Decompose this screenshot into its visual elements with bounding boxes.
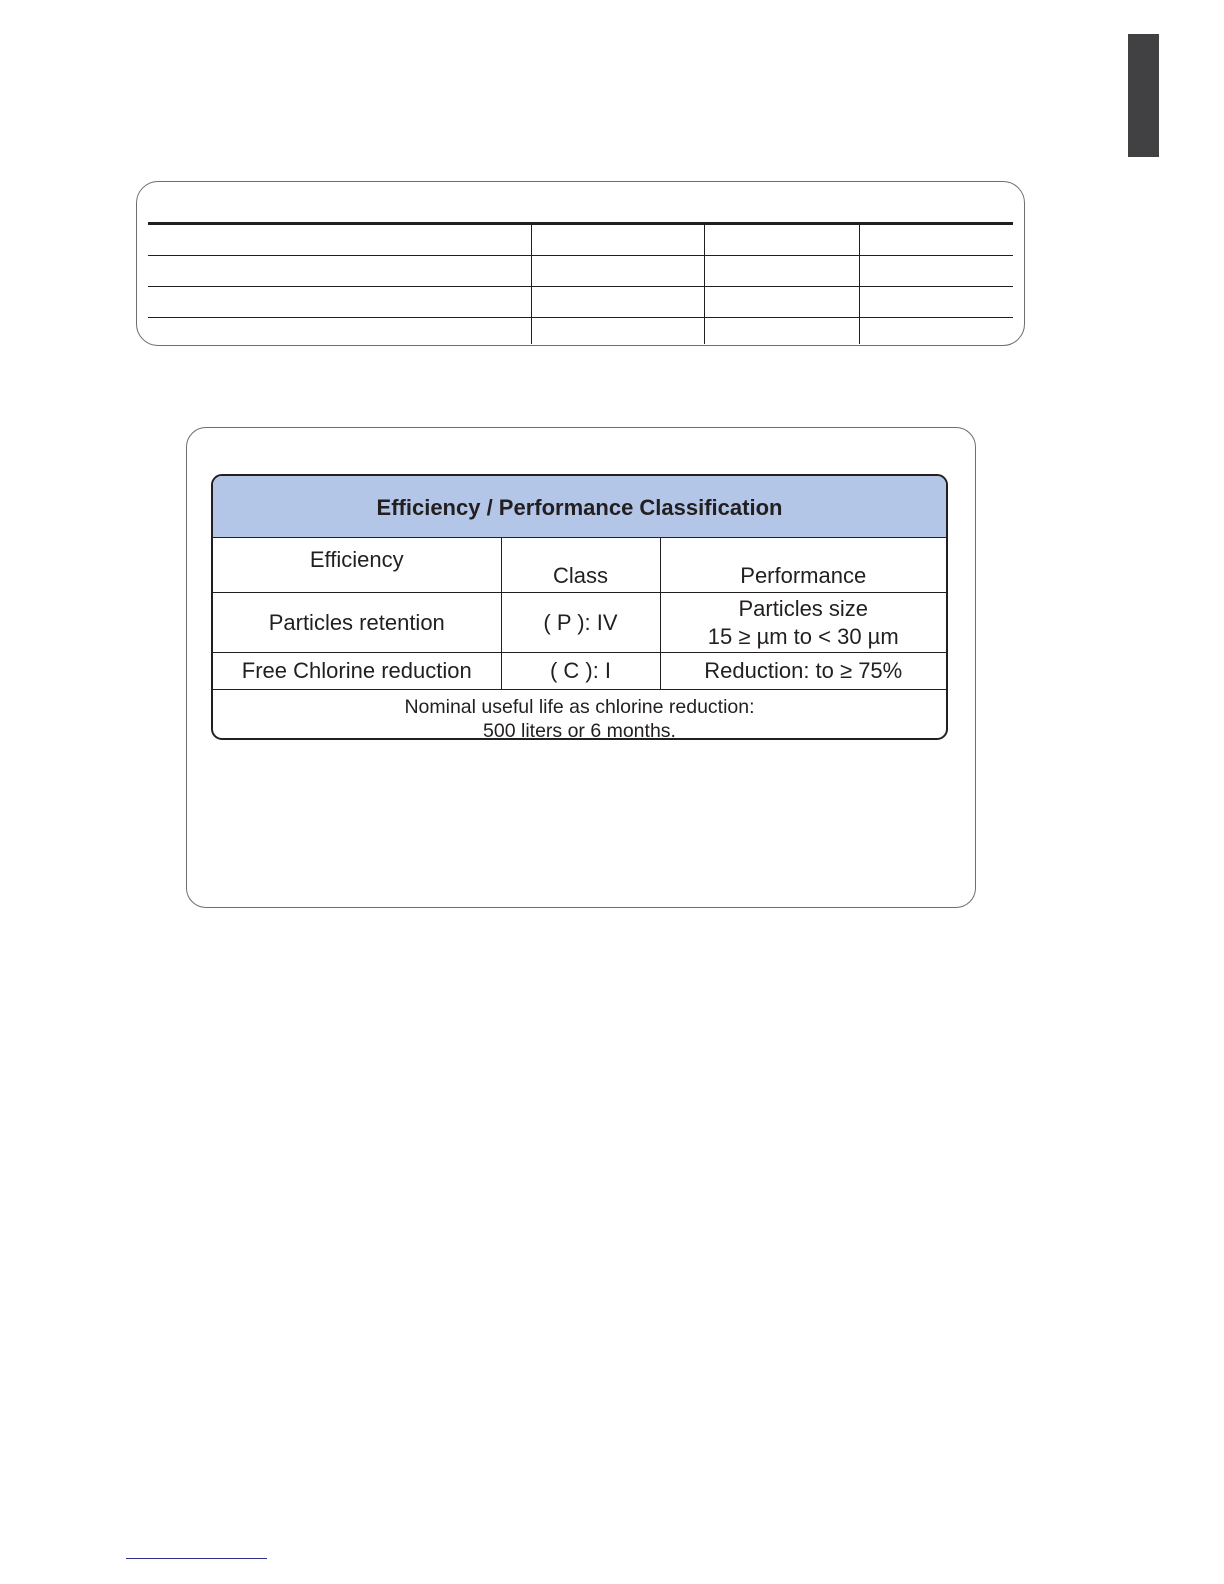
header-performance: Performance bbox=[660, 538, 946, 593]
table-row bbox=[148, 287, 1013, 318]
row-class-cell: ( C ): I bbox=[501, 653, 660, 690]
header-class: Class bbox=[501, 538, 660, 593]
specification-box bbox=[136, 181, 1025, 346]
row-performance-cell: Reduction: to ≥ 75% bbox=[660, 653, 946, 690]
nominal-life-note bbox=[213, 690, 946, 741]
table-header-row bbox=[213, 538, 946, 593]
note-line: Nominal useful life as chlorine reduction: bbox=[404, 696, 755, 718]
row-efficiency-cell: Free Chlorine reduction bbox=[213, 653, 501, 690]
specification-table bbox=[148, 222, 1013, 344]
row-class-cell: ( P ): IV bbox=[501, 593, 660, 653]
row-performance-cell bbox=[660, 593, 946, 653]
table-note-row bbox=[213, 690, 946, 741]
efficiency-table-title: Efficiency / Performance Classification bbox=[213, 476, 946, 538]
table-row bbox=[213, 593, 946, 653]
performance-line: Particles size bbox=[738, 595, 869, 621]
efficiency-table bbox=[213, 538, 946, 740]
efficiency-classification-card bbox=[211, 474, 948, 740]
performance-line: 15 ≥ µm to < 30 µm bbox=[707, 623, 899, 649]
row-efficiency-cell: Particles retention bbox=[213, 593, 501, 653]
footer-link-underline bbox=[126, 1558, 267, 1559]
table-row bbox=[213, 653, 946, 690]
note-line: 500 liters or 6 months. bbox=[483, 720, 676, 740]
section-tab-marker bbox=[1128, 34, 1159, 157]
header-efficiency: Efficiency bbox=[213, 538, 501, 593]
table-row bbox=[148, 224, 1013, 256]
table-row bbox=[148, 256, 1013, 287]
table-row bbox=[148, 318, 1013, 345]
